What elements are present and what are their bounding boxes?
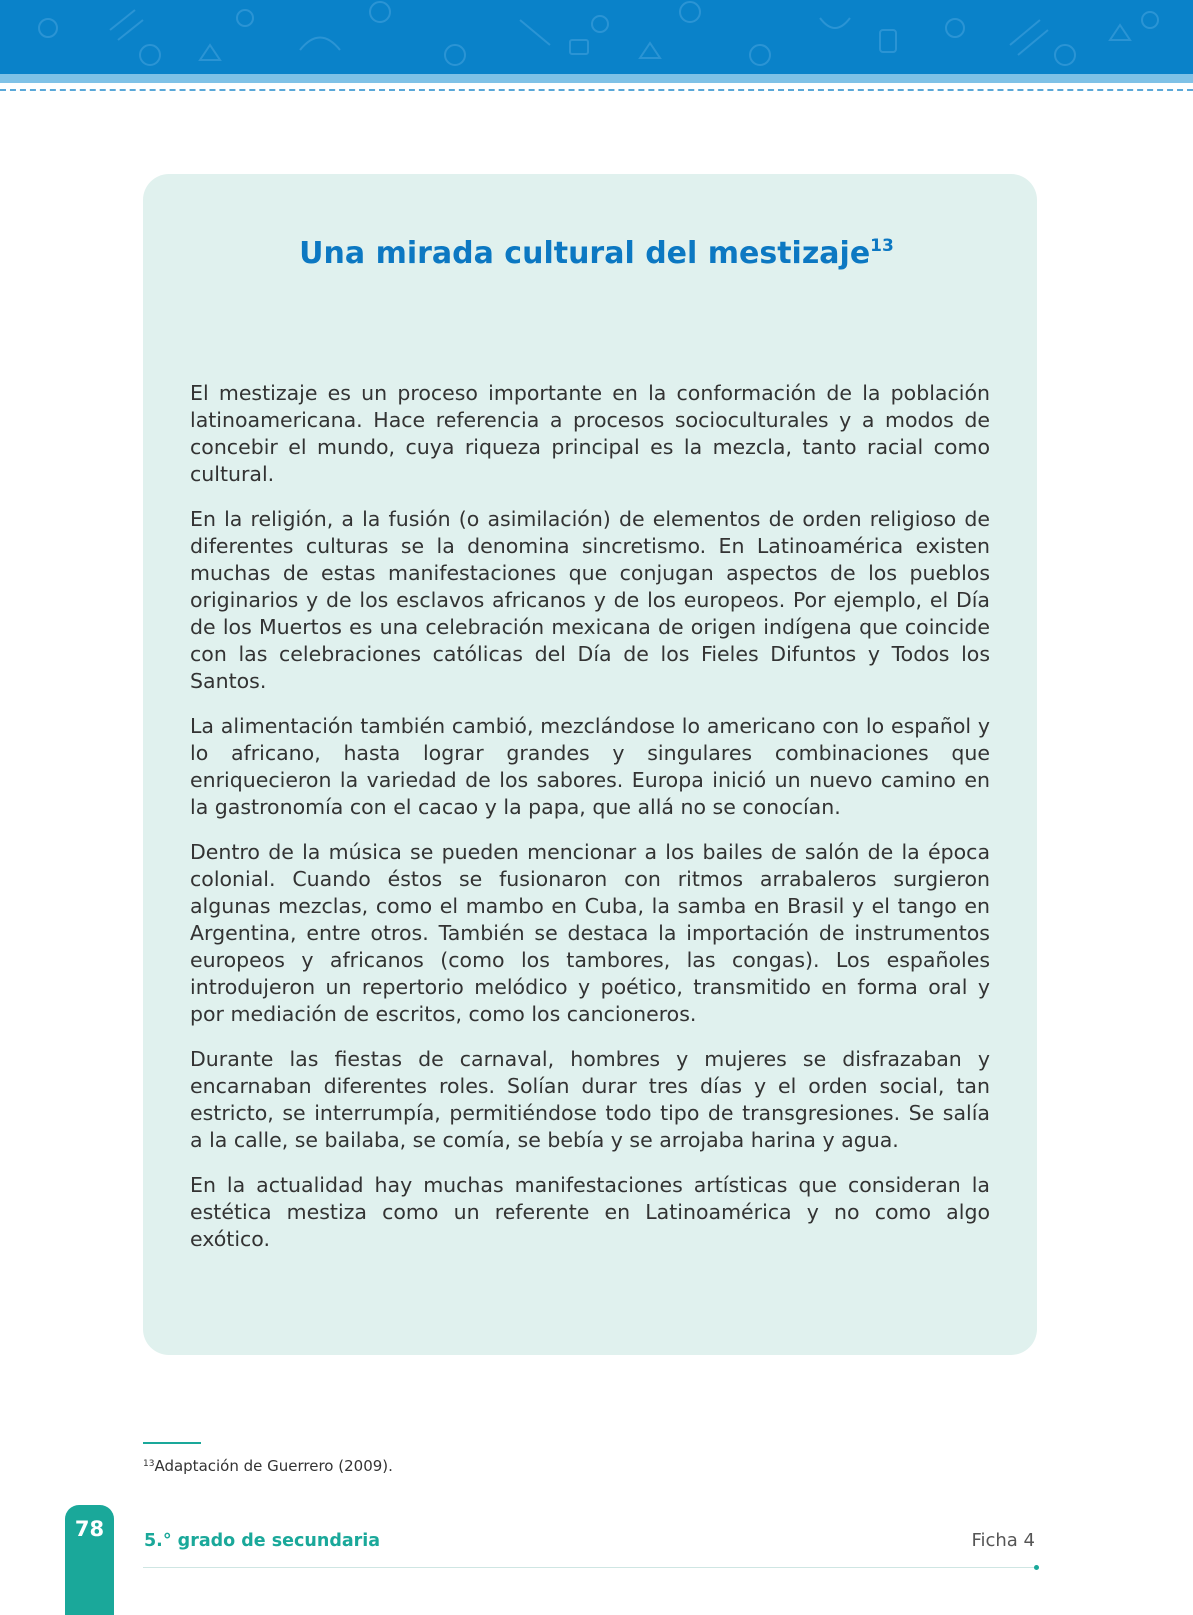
footnote-number: 13 xyxy=(143,1459,155,1469)
paragraph: El mestizaje es un proceso importante en la conformación de la población latinoamericana. Hace referencia a procesos socioculturales y a modos de concebir el mundo, cuya riqueza principal es la mezcla, tanto racial como cultural. xyxy=(190,381,990,486)
card-body xyxy=(190,380,990,1271)
footer-dot xyxy=(1034,1565,1039,1570)
footnote-rule xyxy=(143,1442,201,1444)
page-number-tab xyxy=(65,1505,114,1615)
title-footnote-ref: 13 xyxy=(870,236,894,256)
card-title xyxy=(0,236,1193,271)
school-doodle-pattern-icon xyxy=(0,0,1193,74)
paragraph: En la religión, a la fusión (o asimilación) de elementos de orden religioso de diferentes culturas se la denomina sincretismo. En Latinoamérica existen muchas de estas manifestaciones que conjugan aspectos de los pueblos originarios y de los esclavos africanos y de los europeos. Por ejemplo, el Día de los Muertos es una celebración mexicana de origen indígena que coincide con las celebraciones católicas del Día de los Fieles Difuntos y Todos los Santos. xyxy=(190,507,990,693)
paragraph: En la actualidad hay muchas manifestaciones artísticas que consideran la estética mestiza como un referente en Latinoamérica y no como algo exótico. xyxy=(190,1173,990,1251)
page-number: 78 xyxy=(74,1517,105,1541)
card-title-text: Una mirada cultural del mestizaje xyxy=(299,236,871,271)
header-band xyxy=(0,0,1193,74)
grade-label: 5.° grado de secundaria xyxy=(144,1531,381,1551)
paragraph: Durante las fiestas de carnaval, hombres y mujeres se disfrazaban y encarnaban diferentes roles. Solían durar tres días y el orden social, tan estricto, se interrumpía, permitiéndose todo tipo de transgresiones. Se salía a la calle, se bailaba, se comía, se bebía y se arrojaba harina y agua. xyxy=(190,1047,990,1152)
header-stripe xyxy=(0,74,1193,83)
footnote-text: Adaptación de Guerrero (2009). xyxy=(154,1457,393,1475)
paragraph: Dentro de la música se pueden mencionar a los bailes de salón de la época colonial. Cuando éstos se fusionaron con ritmos arrabaleros surgieron algunas mezclas, como el mambo en Cuba, la samba en Brasil y el tango en Argentina, entre otros. También se destaca la importación de instrumentos europeos y africanos (como los tambores, las congas). Los españoles introdujeron un repertorio melódico y poético, transmitido en forma oral y por mediación de escritos, como los cancioneros. xyxy=(190,840,990,1026)
header-dashed-rule xyxy=(0,89,1193,91)
footnote xyxy=(143,1457,393,1475)
section-label: Ficha 4 xyxy=(971,1530,1035,1551)
paragraph: La alimentación también cambió, mezclándose lo americano con lo español y lo africano, hasta lograr grandes y singulares combinaciones que enriquecieron la variedad de los sabores. Europa inició un nuevo camino en la gastronomía con el cacao y la papa, que allá no se conocían. xyxy=(190,714,990,819)
footer-rule xyxy=(143,1567,1035,1568)
